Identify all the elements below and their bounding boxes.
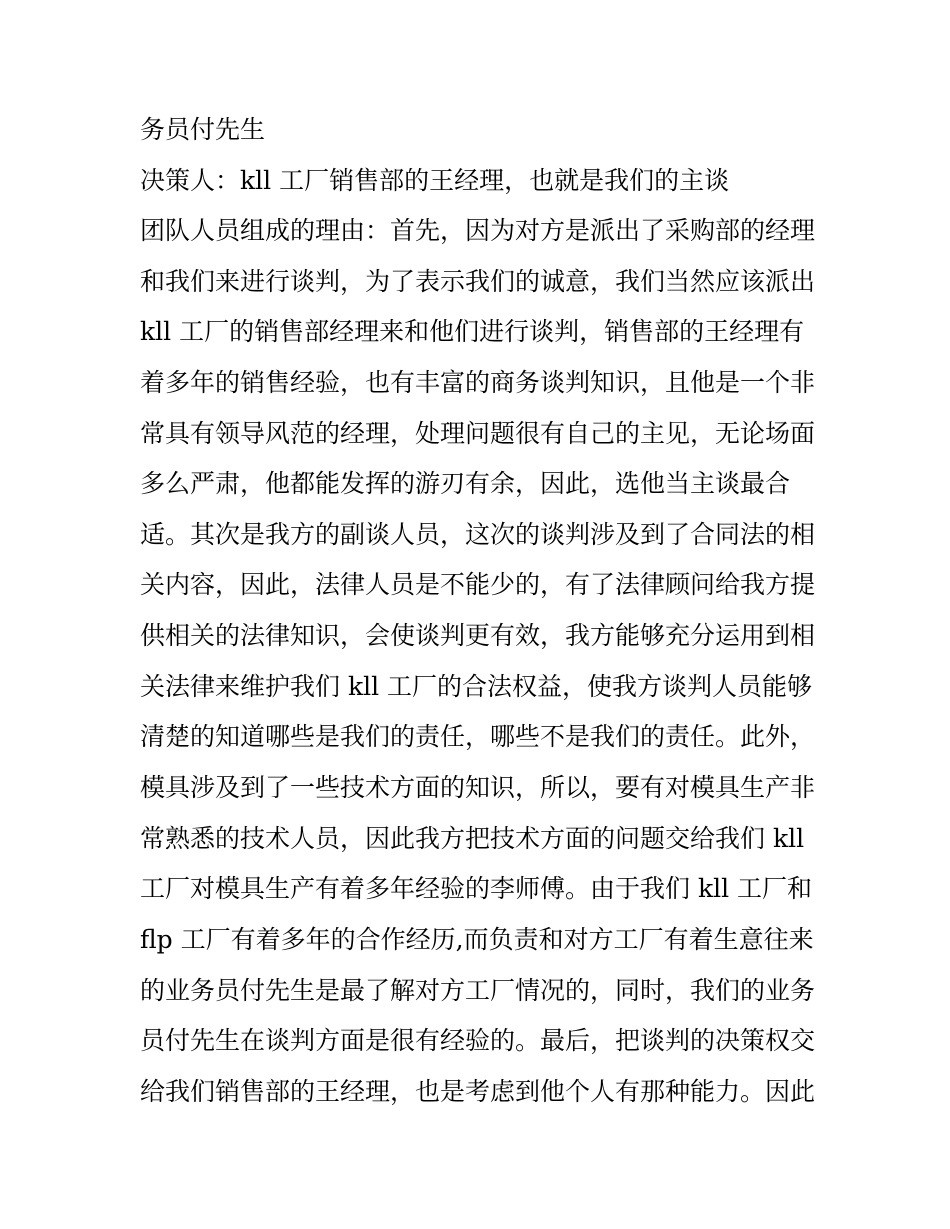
- text-line: 关法律来维护我们 kll 工厂的合法权益，使我方谈判人员能够: [140, 672, 813, 701]
- text-line: kll 工厂的销售部经理来和他们进行谈判，销售部的王经理有: [140, 317, 805, 346]
- text-line: 的业务员付先生是最了解对方工厂情况的，同时，我们的业务: [140, 976, 816, 1005]
- text-line: 常熟悉的技术人员，因此我方把技术方面的问题交给我们 kll: [140, 824, 805, 853]
- text-line: 员付先生在谈判方面是很有经验的。最后，把谈判的决策权交: [140, 1026, 816, 1055]
- text-line: 模具涉及到了一些技术方面的知识，所以，要有对模具生产非: [140, 773, 816, 802]
- text-line: 团队人员组成的理由：首先，因为对方是派出了采购部的经理: [140, 216, 816, 245]
- text-line: 决策人：kll 工厂销售部的王经理，也就是我们的主谈: [140, 166, 730, 195]
- text-line: 常具有领导风范的经理，处理问题很有自己的主见，无论场面: [140, 419, 816, 448]
- text-line: 和我们来进行谈判，为了表示我们的诚意，我们当然应该派出: [140, 267, 816, 296]
- text-line: 适。其次是我方的副谈人员，这次的谈判涉及到了合同法的相: [140, 520, 816, 549]
- text-line: 着多年的销售经验，也有丰富的商务谈判知识，且他是一个非: [140, 368, 816, 397]
- text-line: 工厂对模具生产有着多年经验的李师傅。由于我们 kll 工厂和: [140, 874, 813, 903]
- text-line: 给我们销售部的王经理，也是考虑到他个人有那种能力。因此: [140, 1077, 816, 1106]
- text-line: 供相关的法律知识，会使谈判更有效，我方能够充分运用到相: [140, 621, 816, 650]
- text-line: 多么严肃，他都能发挥的游刃有余，因此，选他当主谈最合: [140, 469, 791, 498]
- text-line: 务员付先生: [140, 115, 266, 144]
- text-line: 关内容，因此，法律人员是不能少的，有了法律顾问给我方提: [140, 570, 816, 599]
- text-line: 清楚的知道哪些是我们的责任，哪些不是我们的责任。此外，: [140, 722, 816, 751]
- text-line: flp 工厂有着多年的合作经历,而负责和对方工厂有着生意往来: [140, 925, 814, 954]
